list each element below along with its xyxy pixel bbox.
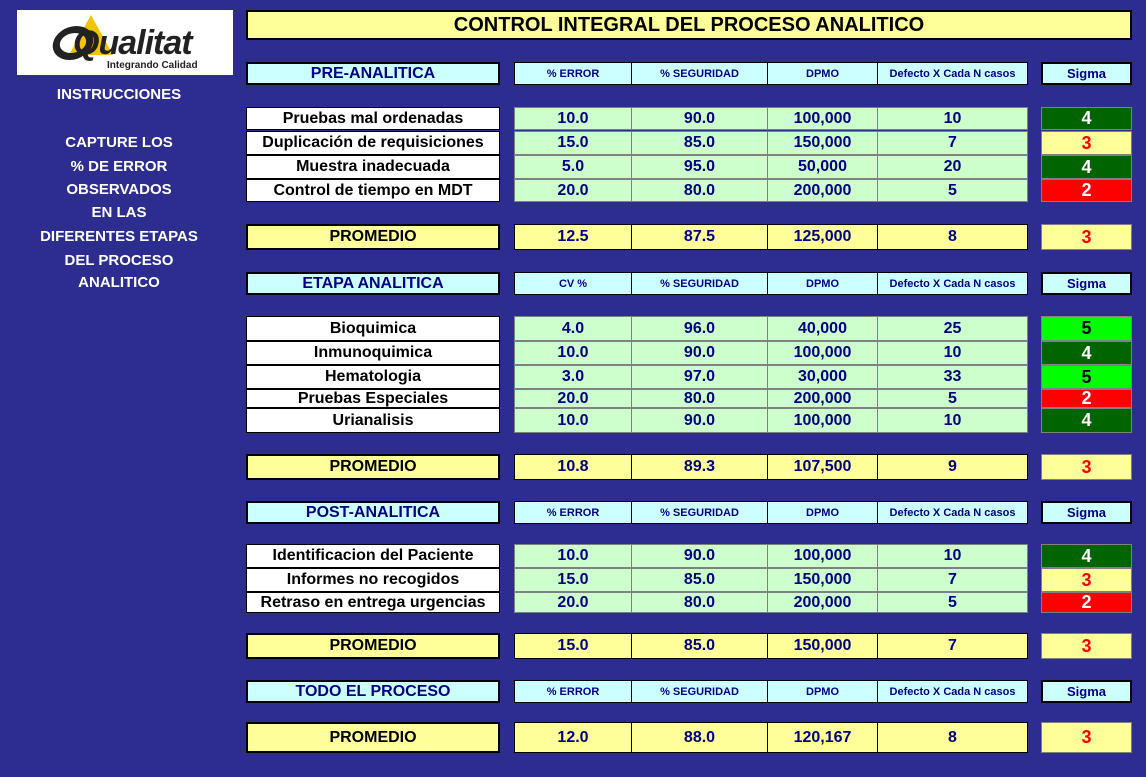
- section-title: ETAPA ANALITICA: [246, 272, 500, 295]
- value-cell-v4[interactable]: 5: [877, 179, 1028, 202]
- instructions-line: EN LAS: [91, 204, 147, 221]
- sigma-cell: 2: [1041, 389, 1132, 408]
- promedio-value-v3: 107,500: [767, 454, 878, 480]
- row-label: Duplicación de requisiciones: [246, 131, 500, 155]
- sigma-cell: 4: [1041, 544, 1132, 568]
- page-title: CONTROL INTEGRAL DEL PROCESO ANALITICO: [246, 10, 1132, 40]
- value-cell-v4[interactable]: 10: [877, 341, 1028, 365]
- promedio-value-v1: 10.8: [514, 454, 632, 480]
- value-cell-v1[interactable]: 20.0: [514, 389, 632, 408]
- column-header: % ERROR: [514, 680, 632, 703]
- value-cell-v3[interactable]: 200,000: [767, 179, 878, 202]
- column-header: Defecto X Cada N casos: [877, 501, 1028, 524]
- sigma-cell: 4: [1041, 155, 1132, 179]
- column-header: % SEGURIDAD: [631, 62, 768, 85]
- promedio-value-v4: 8: [877, 224, 1028, 250]
- column-header: % SEGURIDAD: [631, 680, 768, 703]
- sigma-header: Sigma: [1041, 272, 1132, 295]
- value-cell-v3[interactable]: 150,000: [767, 568, 878, 592]
- value-cell-v4[interactable]: 7: [877, 131, 1028, 155]
- instructions-line: DIFERENTES ETAPAS: [40, 228, 198, 245]
- value-cell-v4[interactable]: 10: [877, 544, 1028, 568]
- instructions-line: CAPTURE LOS: [65, 134, 173, 151]
- promedio-value-v4: 8: [877, 722, 1028, 753]
- promedio-label: PROMEDIO: [246, 224, 500, 250]
- value-cell-v3[interactable]: 100,000: [767, 408, 878, 433]
- sigma-cell: 4: [1041, 107, 1132, 130]
- value-cell-v4[interactable]: 7: [877, 568, 1028, 592]
- column-header: CV %: [514, 272, 632, 295]
- value-cell-v4[interactable]: 10: [877, 408, 1028, 433]
- instructions-line: DEL PROCESO: [64, 252, 174, 269]
- value-cell-v3[interactable]: 100,000: [767, 107, 878, 130]
- promedio-value-v1: 12.5: [514, 224, 632, 250]
- sigma-cell: 5: [1041, 316, 1132, 341]
- promedio-value-v4: 9: [877, 454, 1028, 480]
- value-cell-v2[interactable]: 90.0: [631, 544, 768, 568]
- promedio-value-v2: 89.3: [631, 454, 768, 480]
- value-cell-v1[interactable]: 15.0: [514, 131, 632, 155]
- value-cell-v1[interactable]: 3.0: [514, 365, 632, 389]
- value-cell-v3[interactable]: 100,000: [767, 544, 878, 568]
- row-label: Control de tiempo en MDT: [246, 179, 500, 202]
- sigma-cell: 4: [1041, 408, 1132, 433]
- promedio-value-v3: 125,000: [767, 224, 878, 250]
- column-header: Defecto X Cada N casos: [877, 272, 1028, 295]
- promedio-value-v1: 12.0: [514, 722, 632, 753]
- promedio-label: PROMEDIO: [246, 722, 500, 753]
- logo-tagline: Integrando Calidad: [107, 60, 198, 71]
- instructions-line: ANALITICO: [78, 274, 160, 291]
- instructions-line: % DE ERROR: [70, 158, 168, 175]
- value-cell-v1[interactable]: 5.0: [514, 155, 632, 179]
- value-cell-v1[interactable]: 15.0: [514, 568, 632, 592]
- value-cell-v2[interactable]: 96.0: [631, 316, 768, 341]
- value-cell-v4[interactable]: 5: [877, 592, 1028, 613]
- value-cell-v2[interactable]: 85.0: [631, 568, 768, 592]
- column-header: DPMO: [767, 680, 878, 703]
- section-title: PRE-ANALITICA: [246, 62, 500, 85]
- column-header: % ERROR: [514, 62, 632, 85]
- value-cell-v2[interactable]: 97.0: [631, 365, 768, 389]
- value-cell-v1[interactable]: 20.0: [514, 592, 632, 613]
- row-label: Identificacion del Paciente: [246, 544, 500, 568]
- value-cell-v1[interactable]: 10.0: [514, 544, 632, 568]
- promedio-label: PROMEDIO: [246, 454, 500, 480]
- section-title: TODO EL PROCESO: [246, 680, 500, 703]
- promedio-value-v2: 85.0: [631, 633, 768, 659]
- promedio-value-v3: 120,167: [767, 722, 878, 753]
- qualitat-logo: [17, 10, 233, 75]
- promedio-sigma: 3: [1041, 224, 1132, 250]
- sigma-cell: 2: [1041, 179, 1132, 202]
- promedio-value-v4: 7: [877, 633, 1028, 659]
- promedio-value-v2: 88.0: [631, 722, 768, 753]
- promedio-sigma: 3: [1041, 633, 1132, 659]
- logo-brand: Qualitat: [73, 24, 192, 62]
- instructions-heading: INSTRUCCIONES: [56, 86, 182, 103]
- column-header: % ERROR: [514, 501, 632, 524]
- sigma-cell: 2: [1041, 592, 1132, 613]
- column-header: DPMO: [767, 272, 878, 295]
- sigma-header: Sigma: [1041, 62, 1132, 85]
- row-label: Pruebas Especiales: [246, 389, 500, 408]
- value-cell-v2[interactable]: 80.0: [631, 592, 768, 613]
- row-label: Bioquimica: [246, 316, 500, 341]
- promedio-value-v1: 15.0: [514, 633, 632, 659]
- row-label: Informes no recogidos: [246, 568, 500, 592]
- column-header: DPMO: [767, 501, 878, 524]
- value-cell-v4[interactable]: 5: [877, 389, 1028, 408]
- sigma-cell: 3: [1041, 131, 1132, 155]
- sigma-header: Sigma: [1041, 680, 1132, 703]
- promedio-label: PROMEDIO: [246, 633, 500, 659]
- promedio-sigma: 3: [1041, 454, 1132, 480]
- section-title: POST-ANALITICA: [246, 501, 500, 524]
- row-label: Pruebas mal ordenadas: [246, 107, 500, 130]
- value-cell-v2[interactable]: 90.0: [631, 107, 768, 130]
- value-cell-v2[interactable]: 90.0: [631, 408, 768, 433]
- value-cell-v3[interactable]: 30,000: [767, 365, 878, 389]
- value-cell-v2[interactable]: 80.0: [631, 179, 768, 202]
- sigma-cell: 5: [1041, 365, 1132, 389]
- value-cell-v1[interactable]: 10.0: [514, 341, 632, 365]
- column-header: Defecto X Cada N casos: [877, 62, 1028, 85]
- value-cell-v4[interactable]: 10: [877, 107, 1028, 130]
- value-cell-v2[interactable]: 85.0: [631, 131, 768, 155]
- column-header: % SEGURIDAD: [631, 501, 768, 524]
- sigma-header: Sigma: [1041, 501, 1132, 524]
- value-cell-v1[interactable]: 10.0: [514, 107, 632, 130]
- value-cell-v4[interactable]: 25: [877, 316, 1028, 341]
- value-cell-v3[interactable]: 200,000: [767, 389, 878, 408]
- value-cell-v3[interactable]: 50,000: [767, 155, 878, 179]
- sigma-cell: 3: [1041, 568, 1132, 592]
- value-cell-v2[interactable]: 90.0: [631, 341, 768, 365]
- row-label: Urianalisis: [246, 408, 500, 433]
- row-label: Hematologia: [246, 365, 500, 389]
- instructions-line: OBSERVADOS: [66, 181, 172, 198]
- value-cell-v4[interactable]: 20: [877, 155, 1028, 179]
- value-cell-v3[interactable]: 100,000: [767, 341, 878, 365]
- value-cell-v2[interactable]: 80.0: [631, 389, 768, 408]
- value-cell-v1[interactable]: 20.0: [514, 179, 632, 202]
- value-cell-v1[interactable]: 10.0: [514, 408, 632, 433]
- value-cell-v2[interactable]: 95.0: [631, 155, 768, 179]
- sigma-cell: 4: [1041, 341, 1132, 365]
- promedio-sigma: 3: [1041, 722, 1132, 753]
- row-label: Inmunoquimica: [246, 341, 500, 365]
- row-label: Retraso en entrega urgencias: [246, 592, 500, 613]
- value-cell-v3[interactable]: 200,000: [767, 592, 878, 613]
- value-cell-v4[interactable]: 33: [877, 365, 1028, 389]
- column-header: % SEGURIDAD: [631, 272, 768, 295]
- promedio-value-v3: 150,000: [767, 633, 878, 659]
- column-header: DPMO: [767, 62, 878, 85]
- row-label: Muestra inadecuada: [246, 155, 500, 179]
- value-cell-v3[interactable]: 150,000: [767, 131, 878, 155]
- value-cell-v3[interactable]: 40,000: [767, 316, 878, 341]
- promedio-value-v2: 87.5: [631, 224, 768, 250]
- column-header: Defecto X Cada N casos: [877, 680, 1028, 703]
- value-cell-v1[interactable]: 4.0: [514, 316, 632, 341]
